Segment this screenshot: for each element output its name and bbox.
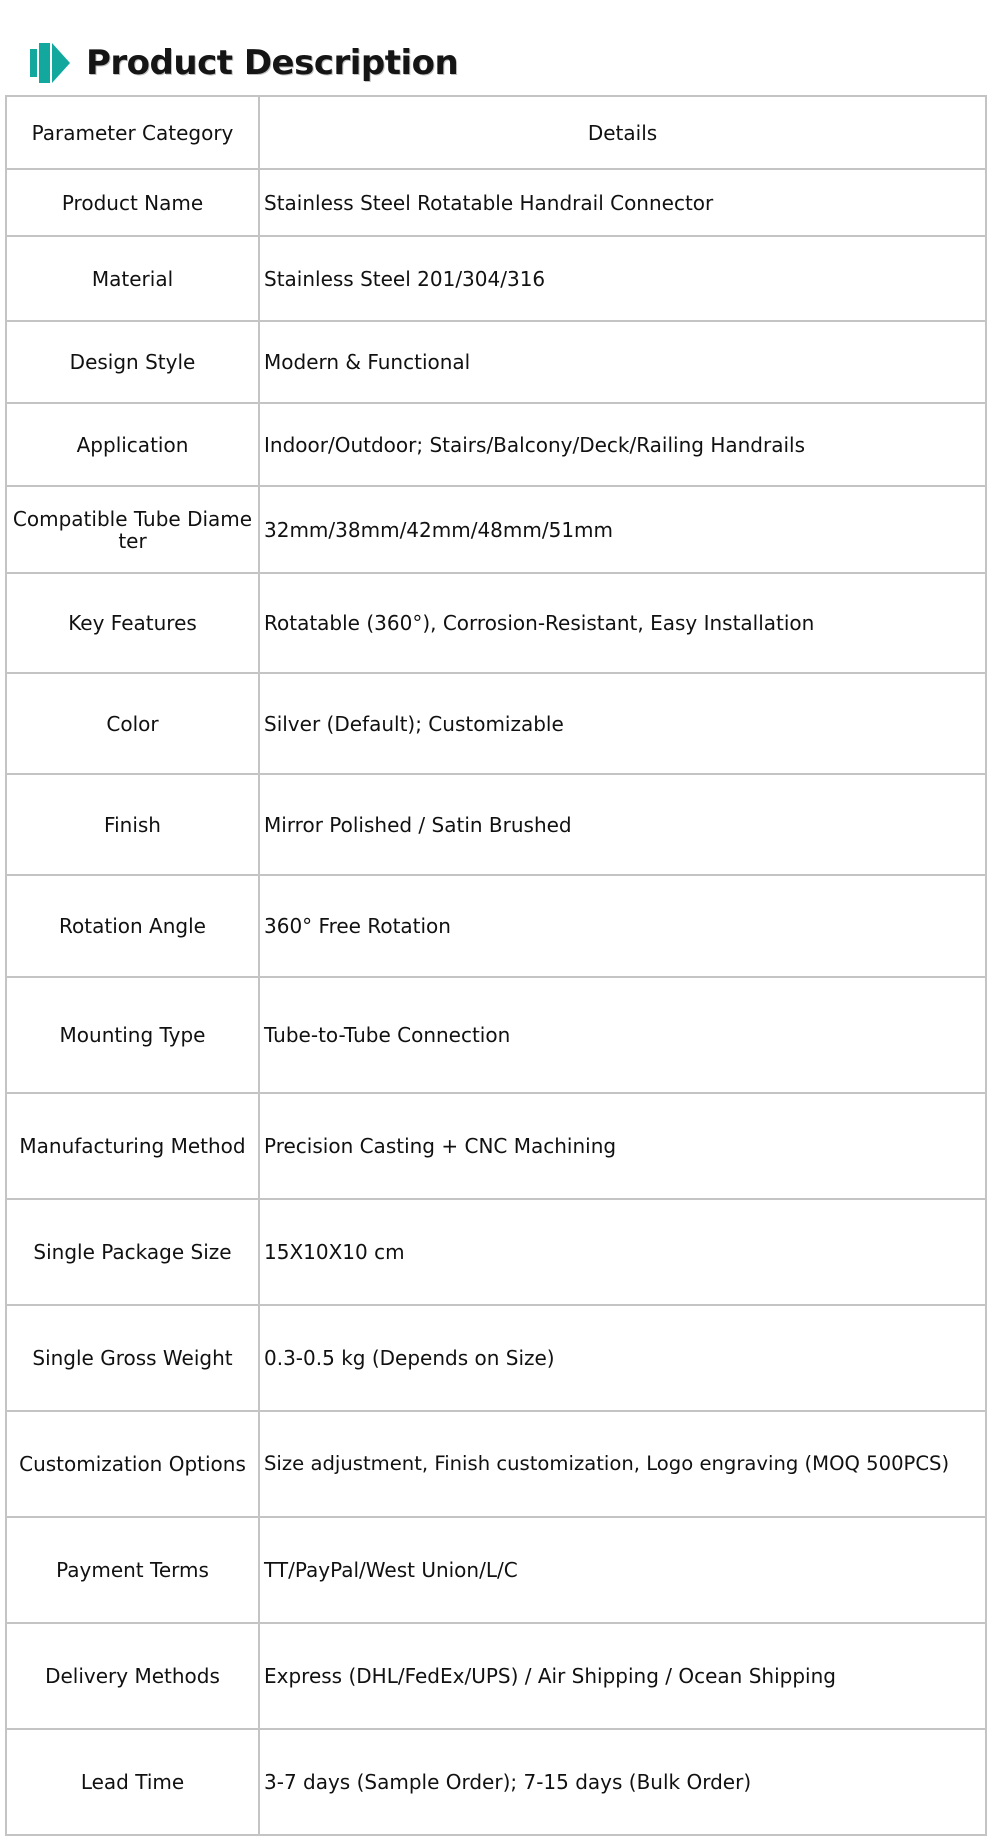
column-header-details: Details	[259, 96, 986, 169]
row-label: Single Gross Weight	[6, 1305, 259, 1411]
table-row	[6, 1411, 986, 1517]
row-label: Manufacturing Method	[6, 1093, 259, 1199]
row-label: Key Features	[6, 573, 259, 673]
table-row	[6, 977, 986, 1093]
row-value: Tube-to-Tube Connection	[259, 977, 986, 1093]
row-label: Single Package Size	[6, 1199, 259, 1305]
table-row	[6, 1517, 986, 1623]
table-row	[6, 1623, 986, 1729]
row-value: 0.3-0.5 kg (Depends on Size)	[259, 1305, 986, 1411]
row-label: Delivery Methods	[6, 1623, 259, 1729]
row-label: Mounting Type	[6, 977, 259, 1093]
row-value: Precision Casting + CNC Machining	[259, 1093, 986, 1199]
table-row	[6, 1199, 986, 1305]
row-value: 3-7 days (Sample Order); 7-15 days (Bulk Order)	[259, 1729, 986, 1835]
row-label: Material	[6, 236, 259, 321]
table-row	[6, 321, 986, 403]
table-row	[6, 1305, 986, 1411]
table-header-row	[6, 96, 986, 169]
row-value: Stainless Steel Rotatable Handrail Connector	[259, 169, 986, 236]
row-value: Stainless Steel 201/304/316	[259, 236, 986, 321]
row-label: Customization Options	[6, 1411, 259, 1517]
table-row	[6, 875, 986, 977]
table-row	[6, 169, 986, 236]
row-label: Rotation Angle	[6, 875, 259, 977]
row-label: Compatible Tube Diameter	[6, 486, 259, 573]
speaker-bar-icon	[28, 40, 78, 86]
column-header-parameter: Parameter Category	[6, 96, 259, 169]
row-label: Color	[6, 673, 259, 774]
table-row	[6, 573, 986, 673]
row-value: 15X10X10 cm	[259, 1199, 986, 1305]
row-label: Design Style	[6, 321, 259, 403]
row-value: TT/PayPal/West Union/L/C	[259, 1517, 986, 1623]
section-heading	[28, 40, 458, 86]
row-label: Payment Terms	[6, 1517, 259, 1623]
table-row	[6, 236, 986, 321]
row-label: Lead Time	[6, 1729, 259, 1835]
row-value: Indoor/Outdoor; Stairs/Balcony/Deck/Railing Handrails	[259, 403, 986, 486]
row-value: Modern & Functional	[259, 321, 986, 403]
table-row	[6, 774, 986, 875]
table-row	[6, 403, 986, 486]
product-spec-table	[5, 95, 987, 1836]
row-value: Express (DHL/FedEx/UPS) / Air Shipping / Ocean Shipping	[259, 1623, 986, 1729]
page-title: Product Description	[86, 43, 459, 83]
table-row	[6, 1729, 986, 1835]
row-value: Silver (Default); Customizable	[259, 673, 986, 774]
table-row	[6, 673, 986, 774]
row-label: Finish	[6, 774, 259, 875]
table-row	[6, 486, 986, 573]
table-row	[6, 1093, 986, 1199]
row-value: Size adjustment, Finish customization, Logo engraving (MOQ 500PCS)	[259, 1411, 986, 1517]
row-value: 32mm/38mm/42mm/48mm/51mm	[259, 486, 986, 573]
row-value: Mirror Polished / Satin Brushed	[259, 774, 986, 875]
row-label: Application	[6, 403, 259, 486]
row-label: Product Name	[6, 169, 259, 236]
row-value: Rotatable (360°), Corrosion-Resistant, Easy Installation	[259, 573, 986, 673]
row-value: 360° Free Rotation	[259, 875, 986, 977]
